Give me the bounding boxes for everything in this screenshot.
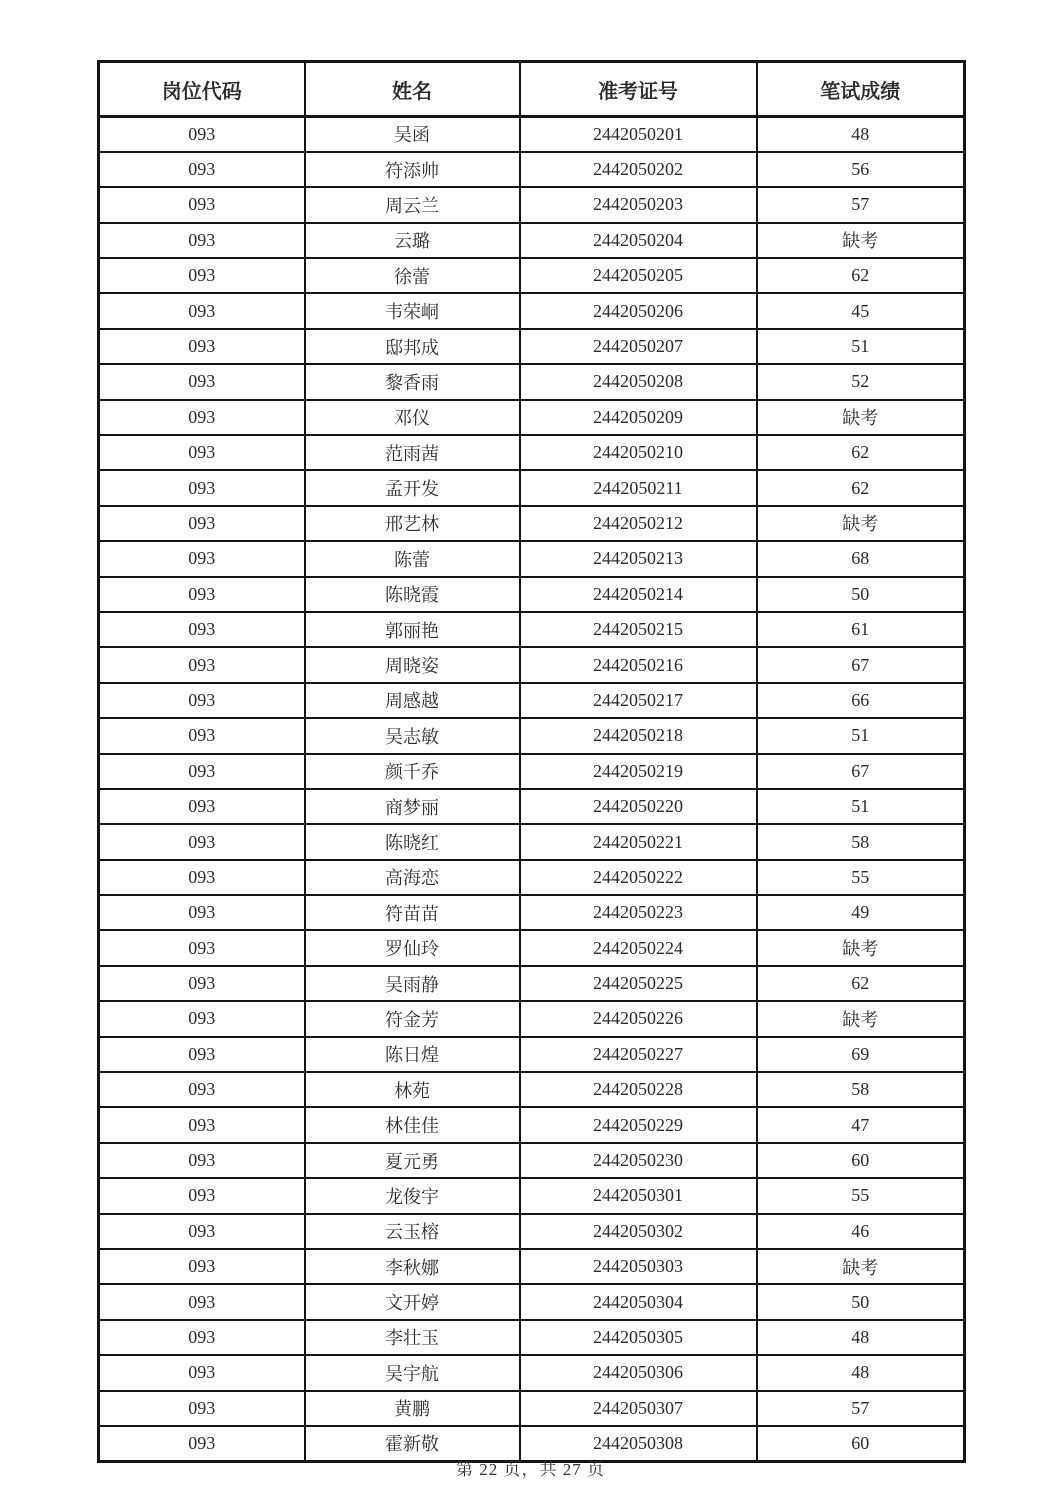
cell-position-code: 093	[99, 329, 305, 364]
table-row	[99, 1037, 965, 1072]
cell-name: 符苗苗	[305, 895, 520, 930]
cell-name: 孟开发	[305, 470, 520, 505]
cell-position-code: 093	[99, 187, 305, 222]
cell-position-code: 093	[99, 1426, 305, 1461]
table-row	[99, 1072, 965, 1107]
cell-name: 高海恋	[305, 860, 520, 895]
cell-name: 范雨茜	[305, 435, 520, 470]
table-row	[99, 1249, 965, 1284]
cell-name: 商梦丽	[305, 789, 520, 824]
cell-name: 郭丽艳	[305, 612, 520, 647]
column-header-written-score: 笔试成绩	[757, 62, 965, 117]
cell-written-score: 58	[757, 1072, 965, 1107]
cell-position-code: 093	[99, 506, 305, 541]
table-row	[99, 400, 965, 435]
cell-ticket-number: 2442050304	[520, 1284, 757, 1319]
table-row	[99, 824, 965, 859]
cell-written-score: 61	[757, 612, 965, 647]
cell-written-score: 缺考	[757, 506, 965, 541]
cell-written-score: 50	[757, 1284, 965, 1319]
cell-name: 文开婷	[305, 1284, 520, 1319]
table-row	[99, 364, 965, 399]
cell-position-code: 093	[99, 1072, 305, 1107]
cell-position-code: 093	[99, 718, 305, 753]
cell-position-code: 093	[99, 930, 305, 965]
cell-position-code: 093	[99, 1143, 305, 1178]
cell-written-score: 58	[757, 824, 965, 859]
cell-name: 黎香雨	[305, 364, 520, 399]
cell-name: 吴函	[305, 117, 520, 152]
cell-written-score: 50	[757, 577, 965, 612]
cell-ticket-number: 2442050202	[520, 152, 757, 187]
cell-name: 霍新敬	[305, 1426, 520, 1461]
cell-position-code: 093	[99, 612, 305, 647]
cell-position-code: 093	[99, 293, 305, 328]
cell-name: 林佳佳	[305, 1107, 520, 1142]
cell-position-code: 093	[99, 1037, 305, 1072]
cell-ticket-number: 2442050301	[520, 1178, 757, 1213]
table-row	[99, 1391, 965, 1426]
cell-written-score: 56	[757, 152, 965, 187]
table-row	[99, 152, 965, 187]
table-header	[99, 62, 965, 117]
cell-position-code: 093	[99, 1001, 305, 1036]
table-header-row	[99, 62, 965, 117]
table-row	[99, 612, 965, 647]
cell-position-code: 093	[99, 223, 305, 258]
cell-name: 颜千乔	[305, 754, 520, 789]
cell-position-code: 093	[99, 789, 305, 824]
cell-written-score: 57	[757, 1391, 965, 1426]
cell-name: 陈晓霞	[305, 577, 520, 612]
cell-name: 韦荣峒	[305, 293, 520, 328]
cell-position-code: 093	[99, 400, 305, 435]
cell-ticket-number: 2442050223	[520, 895, 757, 930]
cell-written-score: 66	[757, 683, 965, 718]
table-row	[99, 754, 965, 789]
table-row	[99, 683, 965, 718]
cell-position-code: 093	[99, 754, 305, 789]
cell-name: 林苑	[305, 1072, 520, 1107]
cell-position-code: 093	[99, 117, 305, 152]
cell-name: 吴宇航	[305, 1355, 520, 1390]
cell-position-code: 093	[99, 541, 305, 576]
table-row	[99, 117, 965, 152]
table-row	[99, 187, 965, 222]
cell-name: 陈日煌	[305, 1037, 520, 1072]
cell-ticket-number: 2442050209	[520, 400, 757, 435]
table-row	[99, 895, 965, 930]
cell-position-code: 093	[99, 1284, 305, 1319]
cell-written-score: 68	[757, 541, 965, 576]
cell-position-code: 093	[99, 1391, 305, 1426]
cell-written-score: 49	[757, 895, 965, 930]
cell-ticket-number: 2442050229	[520, 1107, 757, 1142]
cell-position-code: 093	[99, 860, 305, 895]
cell-name: 符金芳	[305, 1001, 520, 1036]
table-row	[99, 930, 965, 965]
cell-name: 周感越	[305, 683, 520, 718]
cell-name: 夏元勇	[305, 1143, 520, 1178]
cell-ticket-number: 2442050230	[520, 1143, 757, 1178]
cell-position-code: 093	[99, 1214, 305, 1249]
cell-name: 云玉榕	[305, 1214, 520, 1249]
cell-position-code: 093	[99, 577, 305, 612]
cell-name: 龙俊宇	[305, 1178, 520, 1213]
table-row	[99, 966, 965, 1001]
cell-ticket-number: 2442050216	[520, 647, 757, 682]
cell-ticket-number: 2442050226	[520, 1001, 757, 1036]
table-row	[99, 860, 965, 895]
table-row	[99, 577, 965, 612]
cell-written-score: 48	[757, 1320, 965, 1355]
cell-position-code: 093	[99, 824, 305, 859]
table-row	[99, 223, 965, 258]
cell-name: 邸邦成	[305, 329, 520, 364]
page-indicator: 第 22 页，共 27 页	[456, 1460, 605, 1479]
cell-name: 邢艺林	[305, 506, 520, 541]
cell-written-score: 52	[757, 364, 965, 399]
table-row	[99, 1320, 965, 1355]
cell-name: 符添帅	[305, 152, 520, 187]
cell-position-code: 093	[99, 1355, 305, 1390]
cell-ticket-number: 2442050213	[520, 541, 757, 576]
cell-position-code: 093	[99, 1178, 305, 1213]
table-row	[99, 1284, 965, 1319]
cell-ticket-number: 2442050210	[520, 435, 757, 470]
cell-written-score: 48	[757, 117, 965, 152]
cell-written-score: 46	[757, 1214, 965, 1249]
cell-ticket-number: 2442050306	[520, 1355, 757, 1390]
cell-written-score: 62	[757, 966, 965, 1001]
table-row	[99, 1143, 965, 1178]
cell-name: 吴志敏	[305, 718, 520, 753]
cell-position-code: 093	[99, 966, 305, 1001]
cell-name: 李秋娜	[305, 1249, 520, 1284]
cell-name: 吴雨静	[305, 966, 520, 1001]
table-row	[99, 435, 965, 470]
table-row	[99, 647, 965, 682]
cell-position-code: 093	[99, 470, 305, 505]
cell-name: 罗仙玲	[305, 930, 520, 965]
cell-written-score: 51	[757, 329, 965, 364]
table-row	[99, 718, 965, 753]
cell-ticket-number: 2442050212	[520, 506, 757, 541]
cell-name: 李壮玉	[305, 1320, 520, 1355]
cell-written-score: 缺考	[757, 1001, 965, 1036]
cell-position-code: 093	[99, 1107, 305, 1142]
cell-written-score: 缺考	[757, 400, 965, 435]
cell-position-code: 093	[99, 1249, 305, 1284]
table-row	[99, 1001, 965, 1036]
cell-written-score: 55	[757, 860, 965, 895]
cell-ticket-number: 2442050211	[520, 470, 757, 505]
cell-written-score: 62	[757, 470, 965, 505]
table-row	[99, 1178, 965, 1213]
cell-position-code: 093	[99, 435, 305, 470]
table-body	[99, 117, 965, 1462]
cell-written-score: 缺考	[757, 930, 965, 965]
column-header-name: 姓名	[305, 62, 520, 117]
table-row	[99, 541, 965, 576]
table-row	[99, 293, 965, 328]
cell-ticket-number: 2442050201	[520, 117, 757, 152]
cell-written-score: 48	[757, 1355, 965, 1390]
cell-ticket-number: 2442050218	[520, 718, 757, 753]
cell-ticket-number: 2442050227	[520, 1037, 757, 1072]
cell-ticket-number: 2442050305	[520, 1320, 757, 1355]
cell-ticket-number: 2442050225	[520, 966, 757, 1001]
cell-position-code: 093	[99, 647, 305, 682]
cell-written-score: 67	[757, 754, 965, 789]
table-row	[99, 1355, 965, 1390]
cell-position-code: 093	[99, 895, 305, 930]
cell-ticket-number: 2442050302	[520, 1214, 757, 1249]
cell-written-score: 47	[757, 1107, 965, 1142]
table-row	[99, 506, 965, 541]
cell-ticket-number: 2442050308	[520, 1426, 757, 1461]
cell-written-score: 67	[757, 647, 965, 682]
cell-ticket-number: 2442050207	[520, 329, 757, 364]
cell-position-code: 093	[99, 683, 305, 718]
cell-written-score: 51	[757, 789, 965, 824]
cell-ticket-number: 2442050307	[520, 1391, 757, 1426]
written-exam-score-table	[97, 60, 966, 1463]
column-header-position-code: 岗位代码	[99, 62, 305, 117]
cell-ticket-number: 2442050224	[520, 930, 757, 965]
cell-written-score: 55	[757, 1178, 965, 1213]
cell-position-code: 093	[99, 364, 305, 399]
cell-written-score: 60	[757, 1426, 965, 1461]
table-row	[99, 1107, 965, 1142]
table-row	[99, 1214, 965, 1249]
cell-written-score: 57	[757, 187, 965, 222]
cell-ticket-number: 2442050219	[520, 754, 757, 789]
cell-ticket-number: 2442050203	[520, 187, 757, 222]
cell-ticket-number: 2442050303	[520, 1249, 757, 1284]
cell-written-score: 62	[757, 435, 965, 470]
cell-ticket-number: 2442050222	[520, 860, 757, 895]
cell-written-score: 缺考	[757, 1249, 965, 1284]
cell-written-score: 60	[757, 1143, 965, 1178]
cell-name: 陈晓红	[305, 824, 520, 859]
cell-position-code: 093	[99, 152, 305, 187]
cell-ticket-number: 2442050215	[520, 612, 757, 647]
table-row	[99, 329, 965, 364]
cell-ticket-number: 2442050221	[520, 824, 757, 859]
cell-ticket-number: 2442050208	[520, 364, 757, 399]
cell-ticket-number: 2442050204	[520, 223, 757, 258]
cell-position-code: 093	[99, 258, 305, 293]
cell-written-score: 51	[757, 718, 965, 753]
cell-name: 周晓姿	[305, 647, 520, 682]
cell-name: 黄鹏	[305, 1391, 520, 1426]
cell-written-score: 69	[757, 1037, 965, 1072]
cell-name: 徐蕾	[305, 258, 520, 293]
cell-ticket-number: 2442050217	[520, 683, 757, 718]
cell-written-score: 62	[757, 258, 965, 293]
cell-ticket-number: 2442050228	[520, 1072, 757, 1107]
cell-written-score: 45	[757, 293, 965, 328]
table-row	[99, 258, 965, 293]
table-row	[99, 789, 965, 824]
column-header-ticket-number: 准考证号	[520, 62, 757, 117]
cell-ticket-number: 2442050205	[520, 258, 757, 293]
cell-name: 陈蕾	[305, 541, 520, 576]
table-row	[99, 470, 965, 505]
cell-ticket-number: 2442050206	[520, 293, 757, 328]
cell-name: 邓仪	[305, 400, 520, 435]
cell-position-code: 093	[99, 1320, 305, 1355]
cell-ticket-number: 2442050214	[520, 577, 757, 612]
cell-written-score: 缺考	[757, 223, 965, 258]
cell-ticket-number: 2442050220	[520, 789, 757, 824]
cell-name: 周云兰	[305, 187, 520, 222]
cell-name: 云璐	[305, 223, 520, 258]
